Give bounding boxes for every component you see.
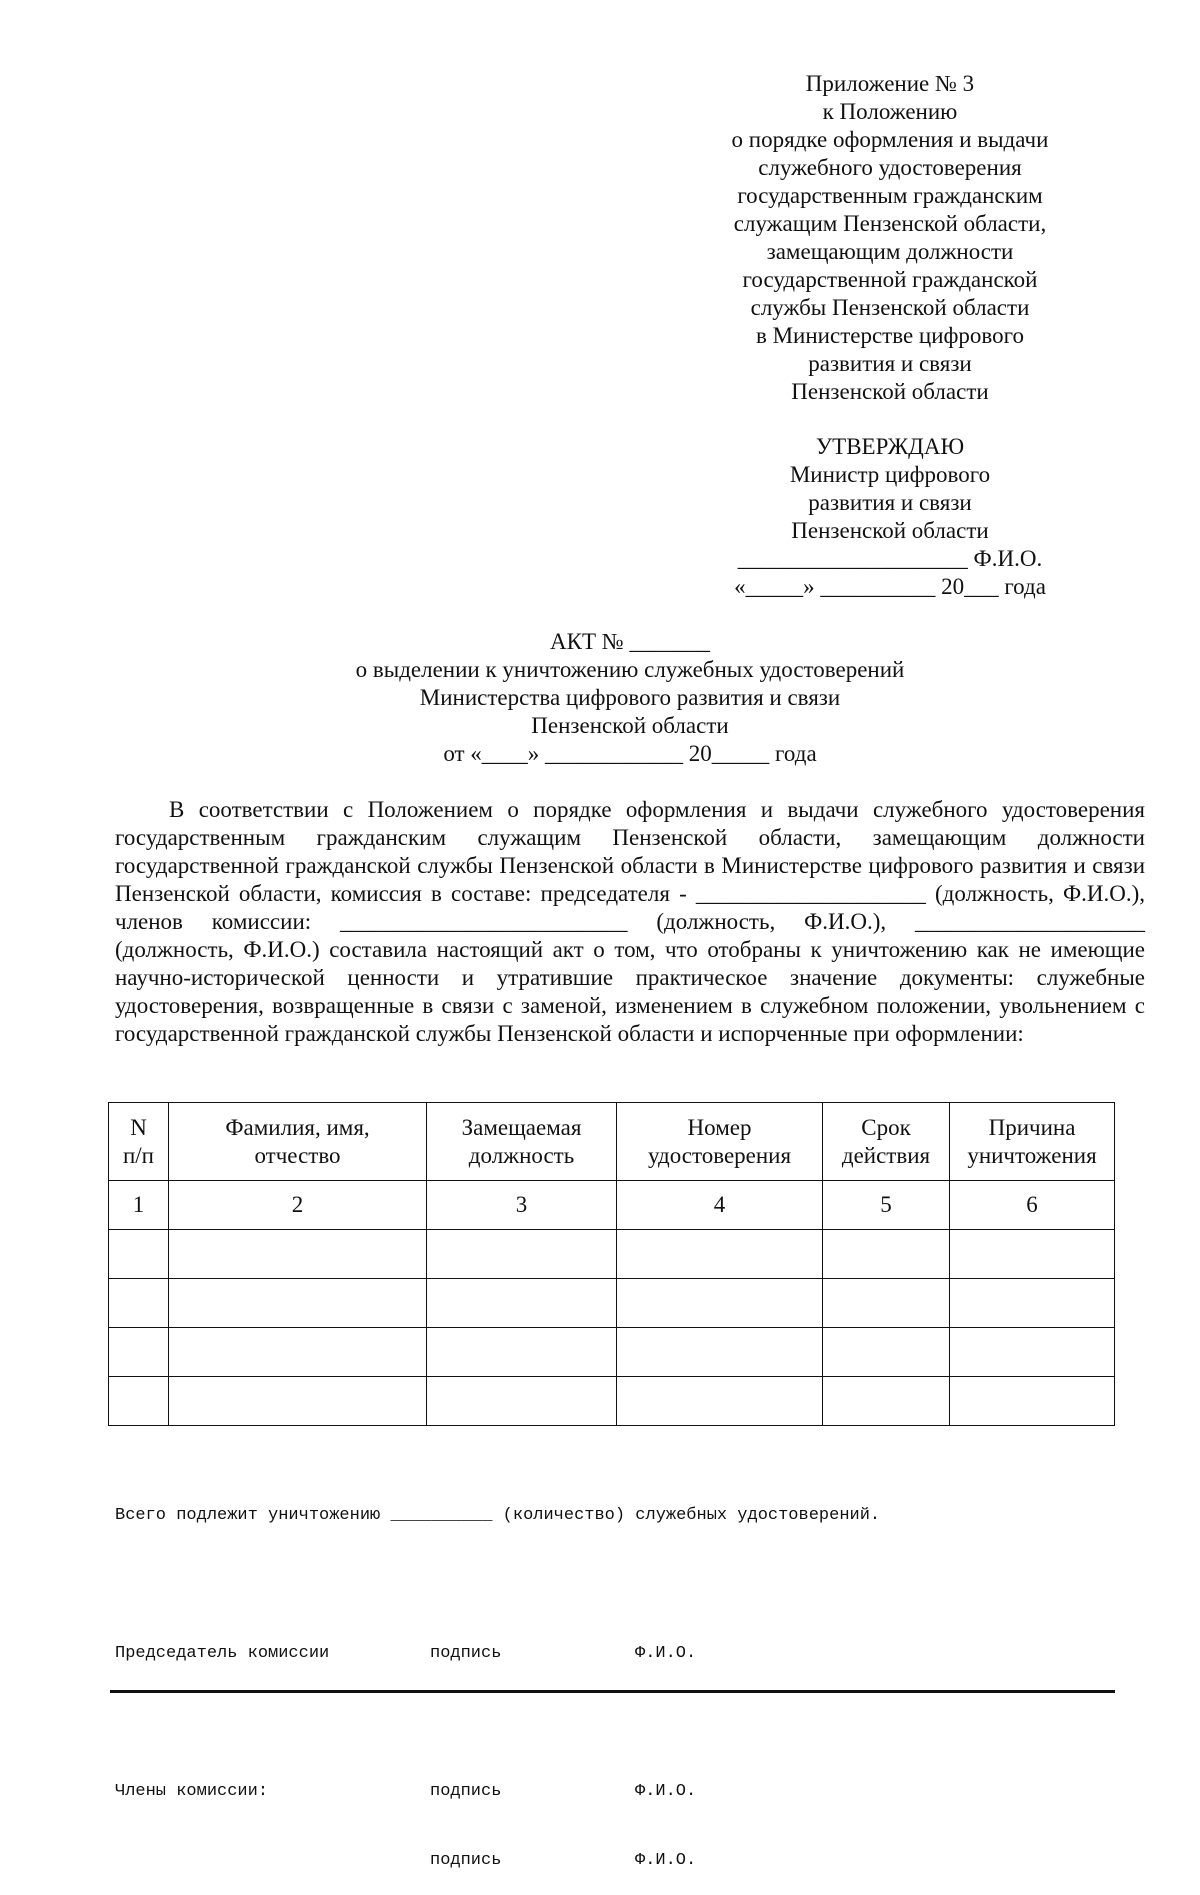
header-cell-reason: Причина уничтожения: [950, 1103, 1115, 1181]
table-cell[interactable]: [950, 1328, 1115, 1377]
members-label: Члены комиссии:: [115, 1782, 269, 1801]
appendix-line: службы Пензенской области: [750, 295, 1030, 320]
column-number-cell: 6: [950, 1181, 1115, 1230]
member-fio: Ф.И.О.: [635, 1851, 697, 1870]
member-row: [115, 1780, 1115, 1803]
table-row: [109, 1230, 1115, 1279]
table-cell[interactable]: [109, 1377, 169, 1426]
appendix-line: Пензенской области: [791, 379, 989, 404]
table-row: [109, 1377, 1115, 1426]
appendix-line: государственным гражданским: [737, 183, 1043, 208]
signatures-block: [115, 1458, 1115, 1895]
column-number-cell: 4: [617, 1181, 823, 1230]
act-subtitle: Министерства цифрового развития и связи: [419, 685, 841, 710]
act-title: АКТ № _______: [550, 629, 710, 654]
approval-title: УТВЕРЖДАЮ: [815, 434, 965, 459]
table-cell[interactable]: [823, 1328, 950, 1377]
header-cell-validity: Срок действия: [823, 1103, 950, 1181]
body-paragraph: В соответствии с Положением о порядке оформления и выдачи служебного удостоверения государственным гражданским служащим Пензенской области, замещающим должности государственной гражданской службы Пензенской области в Министерстве цифрового развития и связи Пензенской области, комиссия в составе: председателя - ____________________ (должность, Ф.И.О.), членов комиссии: _________________________ (должность, Ф.И.О.), ____________________ (должность, Ф.И.О.) составила настоящий акт о том, что отобраны к уничтожению как не имеющие научно-исторической ценности и утратившие практическое значение документы: служебные удостоверения, возвращенные в связи с заменой, изменением в служебном положении, увольнением с государственной гражданской службы Пензенской области и испорченные при оформлении:: [115, 797, 1145, 1046]
table-cell[interactable]: [169, 1230, 427, 1279]
header-cell-name: Фамилия, имя, отчество: [169, 1103, 427, 1181]
table-cell[interactable]: [427, 1279, 617, 1328]
table-cell[interactable]: [109, 1230, 169, 1279]
member-fio: Ф.И.О.: [635, 1782, 697, 1801]
act-subtitle: о выделении к уничтожению служебных удостоверений: [355, 657, 905, 682]
act-heading: [200, 628, 1060, 768]
table-header-row: [109, 1103, 1115, 1181]
chair-row: [115, 1642, 1115, 1665]
table-cell[interactable]: [617, 1230, 823, 1279]
approval-position-line: Пензенской области: [791, 518, 989, 543]
table-cell[interactable]: [823, 1377, 950, 1426]
table-cell[interactable]: [169, 1328, 427, 1377]
act-date: от «____» ____________ 20_____ года: [443, 741, 817, 766]
table-cell[interactable]: [169, 1377, 427, 1426]
column-number-cell: 1: [109, 1181, 169, 1230]
table-cell[interactable]: [109, 1328, 169, 1377]
table-cell[interactable]: [109, 1279, 169, 1328]
chair-label: Председатель комиссии: [115, 1644, 330, 1663]
column-number-cell: 5: [823, 1181, 950, 1230]
chair-signature: подпись: [430, 1644, 502, 1663]
member-signature: подпись: [430, 1851, 502, 1870]
total-line: Всего подлежит уничтожению __________ (количество) служебных удостоверений.: [115, 1506, 881, 1525]
appendix-line: государственной гражданской: [742, 267, 1038, 292]
table-cell[interactable]: [823, 1279, 950, 1328]
chair-fio: Ф.И.О.: [635, 1644, 697, 1663]
table-numbering-row: [109, 1181, 1115, 1230]
appendix-line: развития и связи: [808, 351, 972, 376]
act-body: [115, 796, 1145, 1048]
table-cell[interactable]: [427, 1230, 617, 1279]
approval-date-line: «_____» __________ 20___ года: [734, 574, 1046, 599]
approval-position-line: Министр цифрового: [789, 462, 991, 487]
approval-block: [690, 433, 1090, 601]
appendix-line: служебного удостоверения: [758, 155, 1022, 180]
table-cell[interactable]: [169, 1279, 427, 1328]
member-row: [115, 1849, 1115, 1872]
header-cell-certificate-number: Номер удостоверения: [617, 1103, 823, 1181]
approval-position-line: развития и связи: [808, 490, 972, 515]
appendix-header: [690, 70, 1090, 406]
certificates-table: [108, 1102, 1115, 1426]
table-cell[interactable]: [950, 1377, 1115, 1426]
approval-signature-line: ____________________ Ф.И.О.: [737, 546, 1043, 571]
header-cell-number: N п/п: [109, 1103, 169, 1181]
table-cell[interactable]: [427, 1377, 617, 1426]
act-subtitle: Пензенской области: [531, 713, 729, 738]
header-cell-position: Замещаемая должность: [427, 1103, 617, 1181]
table-cell[interactable]: [823, 1230, 950, 1279]
table-cell[interactable]: [617, 1328, 823, 1377]
table-cell[interactable]: [950, 1279, 1115, 1328]
table-row: [109, 1328, 1115, 1377]
appendix-line: Приложение № 3: [805, 71, 975, 96]
column-number-cell: 2: [169, 1181, 427, 1230]
appendix-line: в Министерстве цифрового: [756, 323, 1024, 348]
column-number-cell: 3: [427, 1181, 617, 1230]
bottom-rule: [110, 1690, 1115, 1693]
appendix-line: о порядке оформления и выдачи: [731, 127, 1049, 152]
table-cell[interactable]: [427, 1328, 617, 1377]
appendix-line: замещающим должности: [766, 239, 1014, 264]
member-signature: подпись: [430, 1782, 502, 1801]
table-row: [109, 1279, 1115, 1328]
table-cell[interactable]: [617, 1377, 823, 1426]
table-cell[interactable]: [950, 1230, 1115, 1279]
appendix-line: служащим Пензенской области,: [733, 211, 1047, 236]
table-cell[interactable]: [617, 1279, 823, 1328]
appendix-line: к Положению: [822, 99, 958, 124]
